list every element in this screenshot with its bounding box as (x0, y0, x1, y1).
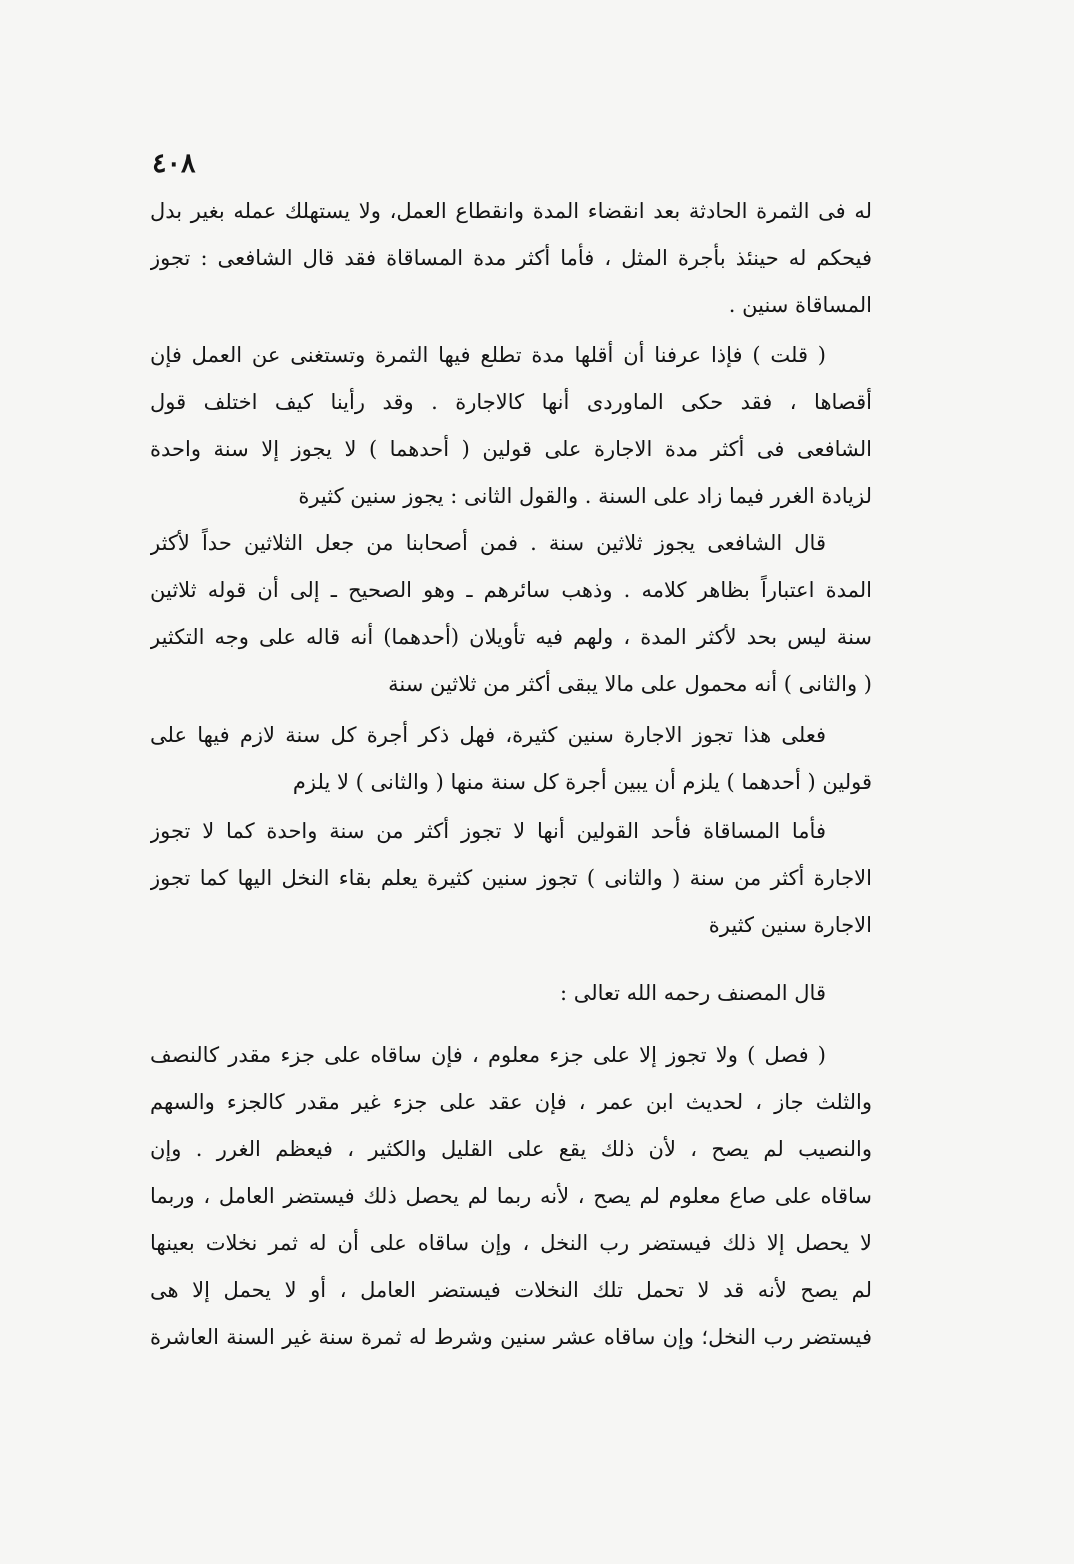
text-line: ( والثانى ) أنه محمول على مالا يبقى أكثر من ثلاثين سنة (388, 672, 872, 696)
text-line: الاجارة سنين كثيرة (708, 913, 872, 937)
text-line: ( فصل ) ولا تجوز إلا على جزء معلوم ، فإن ساقاه على جزء مقدر كالنصف (150, 1043, 826, 1067)
text-line: لم يصح لأنه قد لا تحمل تلك النخلات فيستضر العامل ، أو لا يحمل إلا هى (150, 1278, 872, 1302)
text-line: فيستضر رب النخل؛ وإن ساقاه عشر سنين وشرط له ثمرة سنة غير السنة العاشرة (150, 1325, 872, 1349)
paragraph-3 (150, 520, 872, 708)
text-line: الاجارة أكثر من سنة ( والثانى ) تجوز سنين كثيرة يعلم بقاء النخل اليها كما تجوز (150, 866, 872, 890)
text-line: له فى الثمرة الحادثة بعد انقضاء المدة وانقطاع العمل، ولا يستهلك عمله بغير بدل (150, 199, 872, 223)
text-line: لزيادة الغرر فيما زاد على السنة . والقول الثانى : يجوز سنين كثيرة (298, 484, 872, 508)
heading-text: قال المصنف رحمه الله تعالى : (559, 981, 826, 1005)
page-number: ٤٠٨ (152, 148, 196, 179)
text-line: أقصاها ، فقد حكى الماوردى أنها كالاجارة . وقد رأينا كيف اختلف قول (150, 390, 872, 414)
text-line: سنة ليس بحد لأكثر المدة ، ولهم فيه تأويلان (أحدهما) أنه قاله على وجه التكثير (150, 625, 872, 649)
text-line: المدة اعتباراً بظاهر كلامه . وذهب سائرهم ـ وهو الصحيح ـ إلى أن قوله ثلاثين (150, 578, 872, 602)
paragraph-5 (150, 808, 872, 949)
section-heading (150, 970, 872, 1017)
text-line: قال الشافعى يجوز ثلاثين سنة . فمن أصحابنا من جعل الثلاثين حداً لأكثر (150, 531, 826, 555)
text-line: قولين ( أحدهما ) يلزم أن يبين أجرة كل سنة منها ( والثانى ) لا يلزم (292, 770, 872, 794)
text-line: المساقاة سنين . (728, 293, 872, 317)
text-line: والثلث جاز ، لحديث ابن عمر ، فإن عقد على جزء غير مقدر كالجزء والسهم (150, 1090, 872, 1114)
text-line: الشافعى فى أكثر مدة الاجارة على قولين ( أحدهما ) لا يجوز إلا سنة واحدة (150, 437, 872, 461)
text-line: فيحكم له حينئذ بأجرة المثل ، فأما أكثر مدة المساقاة فقد قال الشافعى : تجوز (150, 246, 872, 270)
text-line: فعلى هذا تجوز الاجارة سنين كثيرة، فهل ذكر أجرة كل سنة لازم فيها على (150, 723, 826, 747)
paragraph-6 (150, 1032, 872, 1361)
text-line: ساقاه على صاع معلوم لم يصح ، لأنه ربما لم يحصل ذلك فيستضر العامل ، وربما (150, 1184, 872, 1208)
text-line: لا يحصل إلا ذلك فيستضر رب النخل ، وإن ساقاه على أن له ثمر نخلات بعينها (150, 1231, 872, 1255)
text-line: ( قلت ) فإذا عرفنا أن أقلها مدة تطلع فيها الثمرة وتستغنى عن العمل فإن (150, 343, 826, 367)
text-line: فأما المساقاة فأحد القولين أنها لا تجوز أكثر من سنة واحدة كما لا تجوز (150, 819, 826, 843)
paragraph-1 (150, 188, 872, 329)
text-line: والنصيب لم يصح ، لأن ذلك يقع على القليل والكثير ، فيعظم الغرر . وإن (150, 1137, 872, 1161)
paragraph-4 (150, 712, 872, 806)
paragraph-2 (150, 332, 872, 520)
